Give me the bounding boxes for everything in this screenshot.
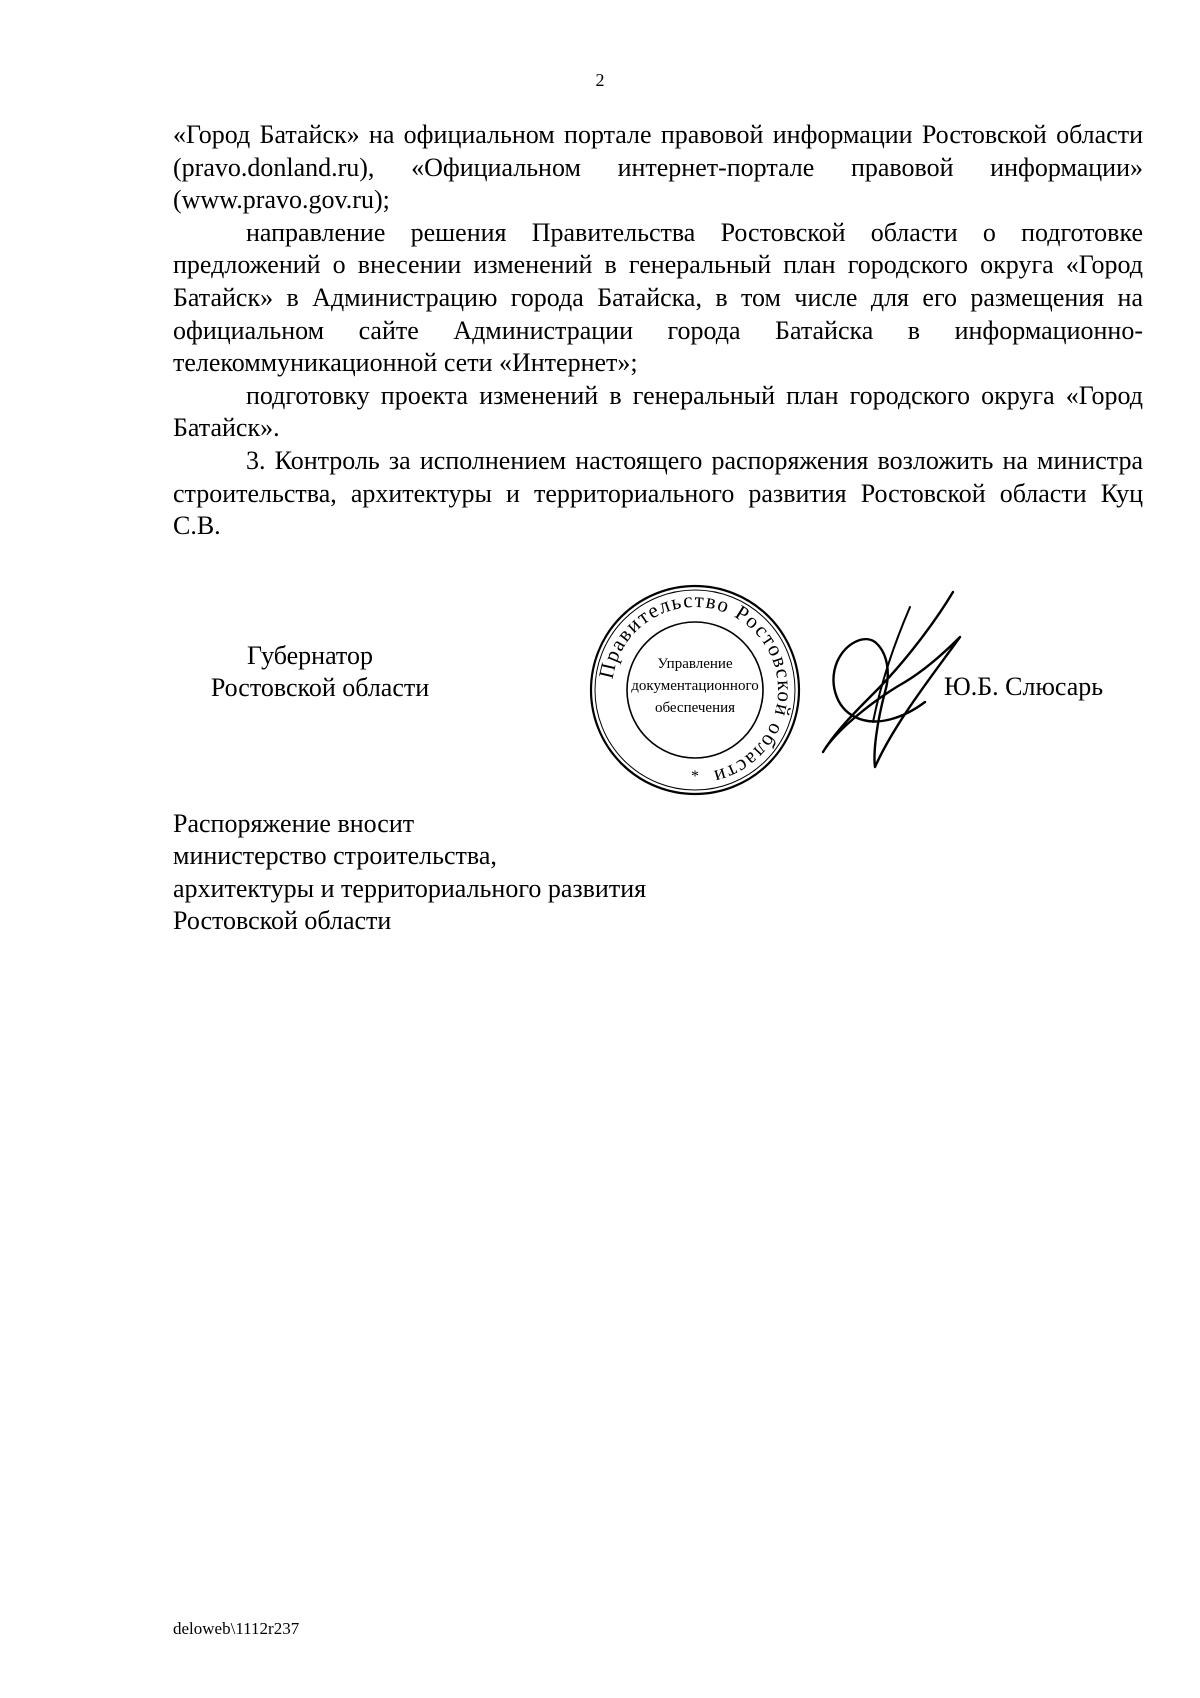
paragraph-publication-continued: «Город Батайск» на официальном портале правовой информации Ростовской области (pravo.donland.ru), «Официальном интернет-портале правовой информации» (www.pravo.gov.ru);: [173, 120, 1143, 215]
page-number: 2: [595, 70, 605, 90]
seal-outer-text: Правительство Ростовской области: [593, 587, 798, 790]
paragraph-project-preparation: подготовку проекта изменений в генеральный план городского округа «Город Батайск».: [173, 380, 1143, 443]
paragraph-direction-of-decision: направление решения Правительства Ростовской области о подготовке предложений о внесении изменений в генеральный план городского округа «Город Батайск» в Администрацию города Батайска, в том числе для его размещения на официальном сайте Администрации города Батайска в информационно-телекоммуникационной сети «Интернет»;: [173, 217, 1143, 378]
submitter-line3: архитектуры и территориального развития: [173, 873, 647, 903]
submitter-line1: Распоряжение вносит: [173, 809, 415, 838]
signatory-position: [160, 640, 480, 704]
seal-inner-line1: Управление: [657, 656, 733, 672]
signatory-position-title: Губернатор: [247, 641, 373, 670]
submitter-block: [173, 808, 773, 938]
seal-star: *: [691, 768, 699, 785]
official-seal: [585, 580, 805, 800]
seal-inner-line3: обеспечения: [654, 700, 736, 716]
document-body: [173, 119, 1143, 543]
paragraph-control-clause: 3. Контроль за исполнением настоящего распоряжения возложить на министра строительства, архитектуры и территориального развития Ростовской области Куц С.В.: [173, 445, 1143, 541]
submitter-line2: министерство строительства,: [173, 841, 497, 871]
signatory-position-region: Ростовской области: [210, 673, 430, 702]
footer-document-code: deloweb\1112r237: [173, 1619, 300, 1638]
seal-inner-line2: документационного: [631, 678, 759, 694]
signer-name: Ю.Б. Слюсарь: [944, 672, 1104, 701]
submitter-line4: Ростовской области: [173, 906, 392, 936]
